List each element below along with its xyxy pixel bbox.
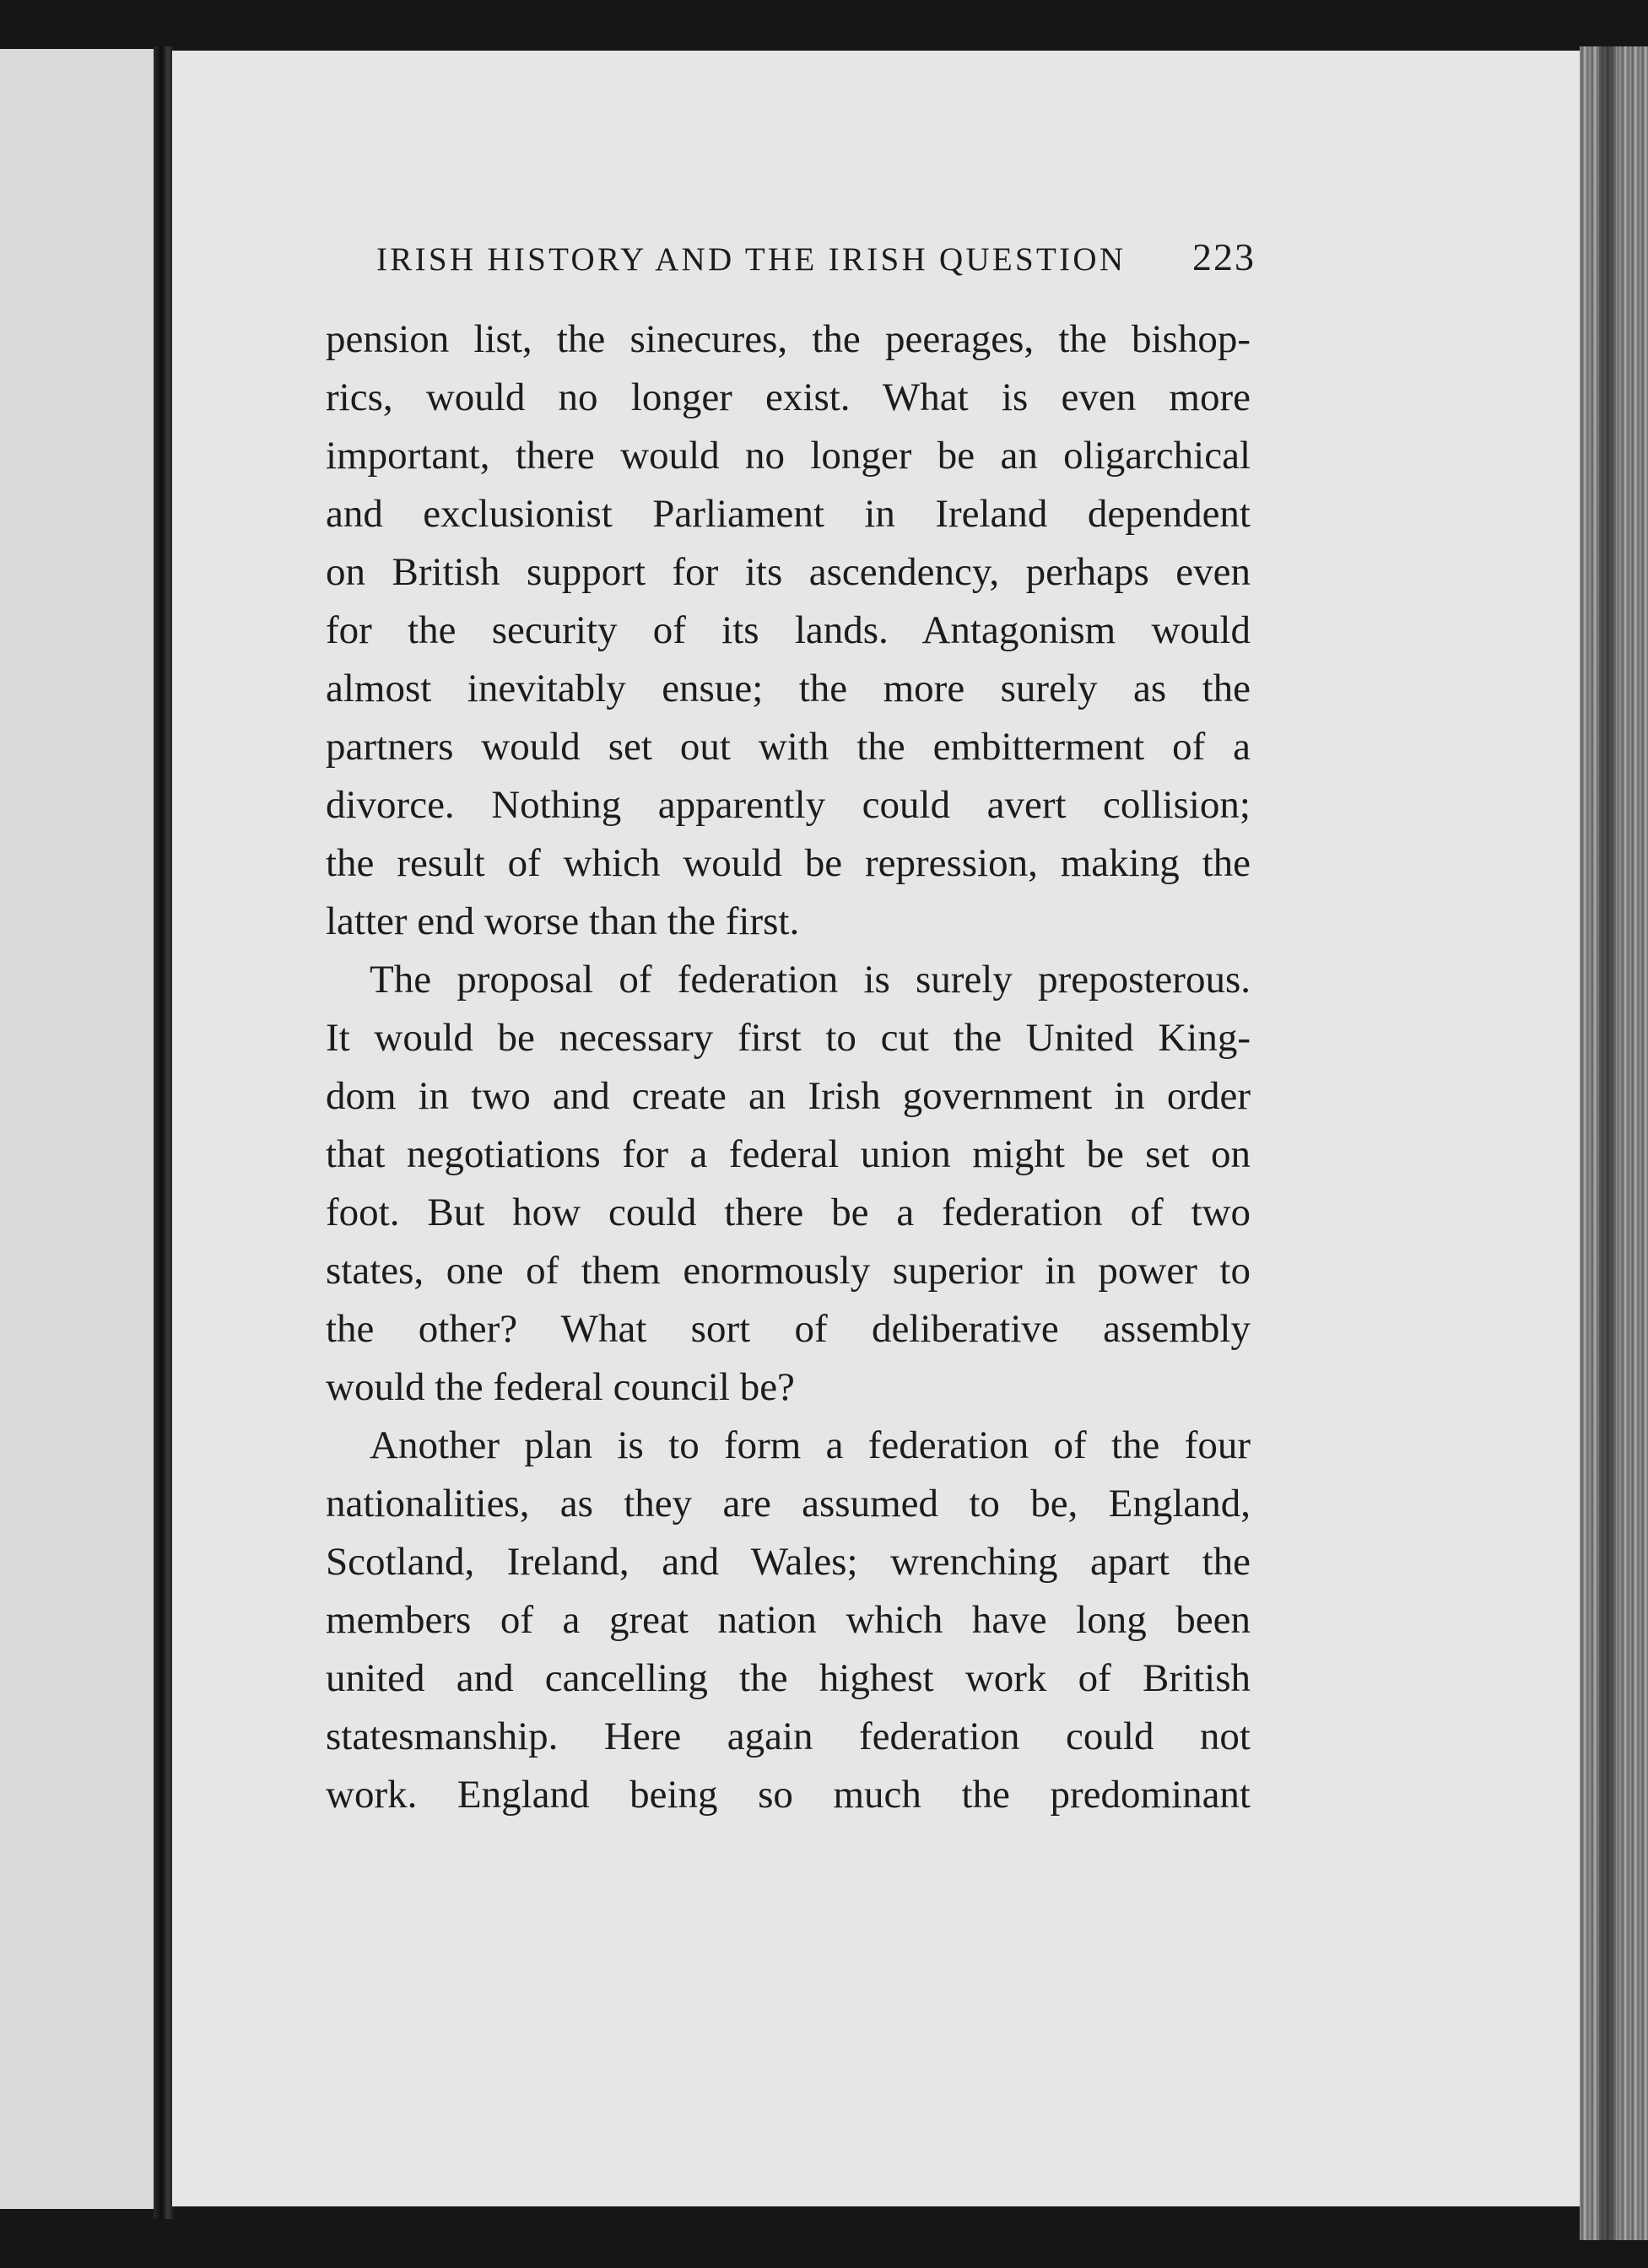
text-line: would the federal council be? (326, 1365, 795, 1409)
text-line: the result of which would be repression, making the (326, 841, 1251, 885)
text-line: almost inevitably ensue; the more surely as the (326, 667, 1251, 710)
body-text (326, 310, 1251, 1824)
text-line: the other? What sort of deliberative assembly (326, 1307, 1251, 1351)
text-line: rics, would no longer exist. What is even more (326, 375, 1251, 419)
text-line: Another plan is to form a federation of the four (370, 1423, 1251, 1467)
text-line: divorce. Nothing apparently could avert collision; (326, 783, 1251, 827)
page-block-shadow (1599, 46, 1616, 2240)
text-line: It would be necessary first to cut the United King- (326, 1016, 1251, 1060)
facing-page-edge (0, 49, 159, 2209)
text-line: pension list, the sinecures, the peerages, the bishop- (326, 317, 1251, 361)
running-head-title: IRISH HISTORY AND THE IRISH QUESTION (376, 241, 1127, 278)
running-header (376, 235, 1256, 279)
text-line: important, there would no longer be an oligarchical (326, 434, 1251, 478)
text-line: states, one of them enormously superior in power to (326, 1249, 1251, 1293)
text-line: united and cancelling the highest work of British (326, 1656, 1251, 1700)
text-line: statesmanship. Here again federation could not (326, 1714, 1251, 1758)
text-line: The proposal of federation is surely preposterous. (370, 958, 1251, 1002)
book-gutter (154, 46, 174, 2219)
text-line: partners would set out with the embitterment of a (326, 725, 1251, 769)
text-line: Scotland, Ireland, and Wales; wrenching apart the (326, 1540, 1251, 1584)
text-line: work. England being so much the predominant (326, 1773, 1251, 1817)
text-line: on British support for its ascendency, perhaps even (326, 550, 1251, 594)
text-line: members of a great nation which have long been (326, 1598, 1251, 1642)
text-line: dom in two and create an Irish government in order (326, 1074, 1251, 1118)
text-line: for the security of its lands. Antagonism would (326, 608, 1251, 652)
text-line: and exclusionist Parliament in Ireland dependent (326, 492, 1251, 536)
text-line: nationalities, as they are assumed to be, England, (326, 1482, 1251, 1526)
text-line: foot. But how could there be a federation of two (326, 1191, 1251, 1234)
page-number: 223 (1192, 235, 1256, 278)
text-line: that negotiations for a federal union might be set on (326, 1132, 1251, 1176)
text-line: latter end worse than the first. (326, 899, 800, 943)
